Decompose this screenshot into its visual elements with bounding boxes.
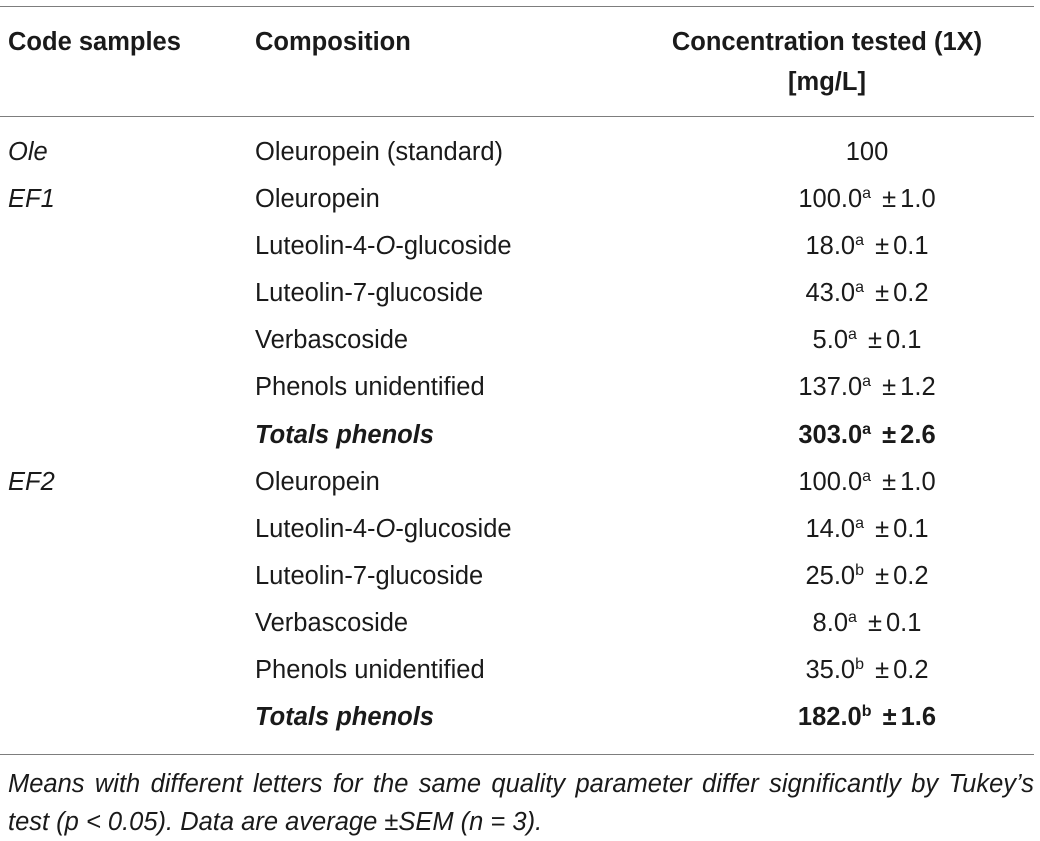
table-row (0, 317, 1034, 364)
cell-composition: Verbascoside (255, 326, 409, 355)
concentration-value: 100 (845, 138, 889, 166)
header-concentration-line1: Concentration tested (1X) (671, 28, 983, 56)
cell-composition: Luteolin-7-glucoside (255, 279, 484, 308)
plus-minus-symbol: ± (882, 420, 897, 449)
significance-letter: a (862, 467, 872, 485)
concentration-value: 5.0 (812, 326, 848, 355)
significance-letter: b (855, 561, 864, 579)
cell-composition: Totals phenols (255, 420, 434, 449)
sem-value: 1.0 (900, 467, 936, 496)
cell-code-sample: Ole (8, 138, 48, 166)
concentration-value: 8.0 (812, 608, 848, 637)
significance-letter: a (862, 185, 872, 203)
significance-letter: a (862, 420, 872, 438)
cell-composition: Luteolin-7-glucoside (255, 561, 484, 590)
header-concentration (620, 22, 1034, 102)
table-row (0, 223, 1034, 270)
sem-value: 0.2 (893, 656, 929, 685)
table-row (0, 647, 1034, 694)
cell-concentration (620, 176, 1040, 223)
sem-value: 0.1 (893, 514, 929, 543)
plus-minus-symbol: ± (875, 232, 890, 261)
cell-concentration (620, 694, 1040, 741)
cell-composition: Oleuropein (255, 185, 380, 214)
significance-letter: a (855, 279, 864, 297)
table-row-total (0, 412, 1034, 459)
cell-concentration (620, 129, 1040, 176)
significance-letter: a (862, 373, 872, 391)
table-row (0, 459, 1034, 506)
plus-minus-symbol: ± (875, 561, 890, 590)
cell-composition: Oleuropein (standard) (255, 138, 504, 166)
table-row (0, 553, 1034, 600)
table-row (0, 176, 1034, 223)
concentration-value: 43.0 (805, 279, 856, 308)
plus-minus-symbol: ± (875, 656, 890, 685)
significance-letter: b (861, 703, 872, 721)
cell-concentration (620, 270, 1040, 317)
concentration-value: 18.0 (805, 232, 856, 261)
cell-concentration (620, 553, 1040, 600)
sem-value: 1.6 (900, 703, 937, 732)
significance-letter: a (848, 608, 857, 626)
sem-value: 1.0 (900, 185, 936, 214)
table-row (0, 600, 1034, 647)
concentration-value: 137.0 (798, 373, 863, 402)
table-row (0, 364, 1034, 411)
sem-value: 0.2 (893, 279, 929, 308)
significance-letter: b (855, 656, 864, 674)
plus-minus-symbol: ± (882, 373, 897, 402)
plus-minus-symbol: ± (875, 279, 890, 308)
plus-minus-symbol: ± (868, 326, 882, 355)
cell-concentration (620, 364, 1040, 411)
concentration-value: 14.0 (805, 514, 856, 543)
cell-code-sample: EF2 (8, 467, 55, 496)
table-header-rule (0, 116, 1034, 117)
sem-value: 2.6 (900, 420, 936, 449)
table-row-total (0, 694, 1034, 741)
header-concentration-unit: [mg/L] (788, 68, 866, 96)
cell-concentration (620, 317, 1040, 364)
cell-composition: Oleuropein (255, 467, 380, 496)
cell-concentration (620, 459, 1040, 506)
table-row (0, 270, 1034, 317)
cell-composition: Phenols unidentified (255, 373, 485, 402)
italic-locant: O (375, 514, 396, 543)
header-composition: Composition (255, 28, 411, 56)
plus-minus-symbol: ± (868, 608, 882, 637)
table-bottom-rule (0, 754, 1034, 755)
concentration-value: 35.0 (805, 656, 856, 685)
cell-concentration (620, 647, 1040, 694)
concentration-value: 25.0 (805, 561, 856, 590)
table-top-rule (0, 6, 1034, 7)
sem-value: 1.2 (900, 373, 936, 402)
header-code-samples: Code samples (8, 28, 181, 56)
table-body (0, 129, 1034, 741)
concentration-value: 182.0 (797, 703, 862, 732)
concentration-value: 100.0 (798, 185, 863, 214)
table-row (0, 506, 1034, 553)
significance-letter: a (855, 232, 864, 250)
cell-composition: Luteolin-4-O-glucoside (255, 232, 512, 261)
cell-composition: Totals phenols (255, 703, 434, 732)
significance-letter: a (848, 326, 857, 344)
table-row (0, 129, 1034, 176)
concentration-value: 100.0 (798, 467, 863, 496)
plus-minus-symbol: ± (875, 514, 890, 543)
sem-value: 0.1 (893, 232, 929, 261)
significance-letter: a (855, 514, 864, 532)
plus-minus-symbol: ± (882, 467, 897, 496)
italic-locant: O (375, 232, 396, 261)
table-footnote: Means with different letters for the same quality parameter differ significantly by Tukey’s test (p < 0.05). Data are average ±SEM (n = 3). (8, 770, 1034, 836)
cell-concentration (620, 223, 1040, 270)
cell-composition: Verbascoside (255, 608, 409, 637)
concentration-value: 303.0 (798, 420, 863, 449)
sem-value: 0.1 (886, 326, 922, 355)
plus-minus-symbol: ± (882, 185, 897, 214)
cell-concentration (620, 412, 1040, 459)
cell-concentration (620, 600, 1040, 647)
cell-composition: Luteolin-4-O-glucoside (255, 514, 512, 543)
plus-minus-symbol: ± (882, 703, 897, 732)
cell-composition: Phenols unidentified (255, 656, 485, 685)
cell-concentration (620, 506, 1040, 553)
sem-value: 0.2 (893, 561, 929, 590)
cell-code-sample: EF1 (8, 185, 55, 214)
sem-value: 0.1 (886, 608, 922, 637)
